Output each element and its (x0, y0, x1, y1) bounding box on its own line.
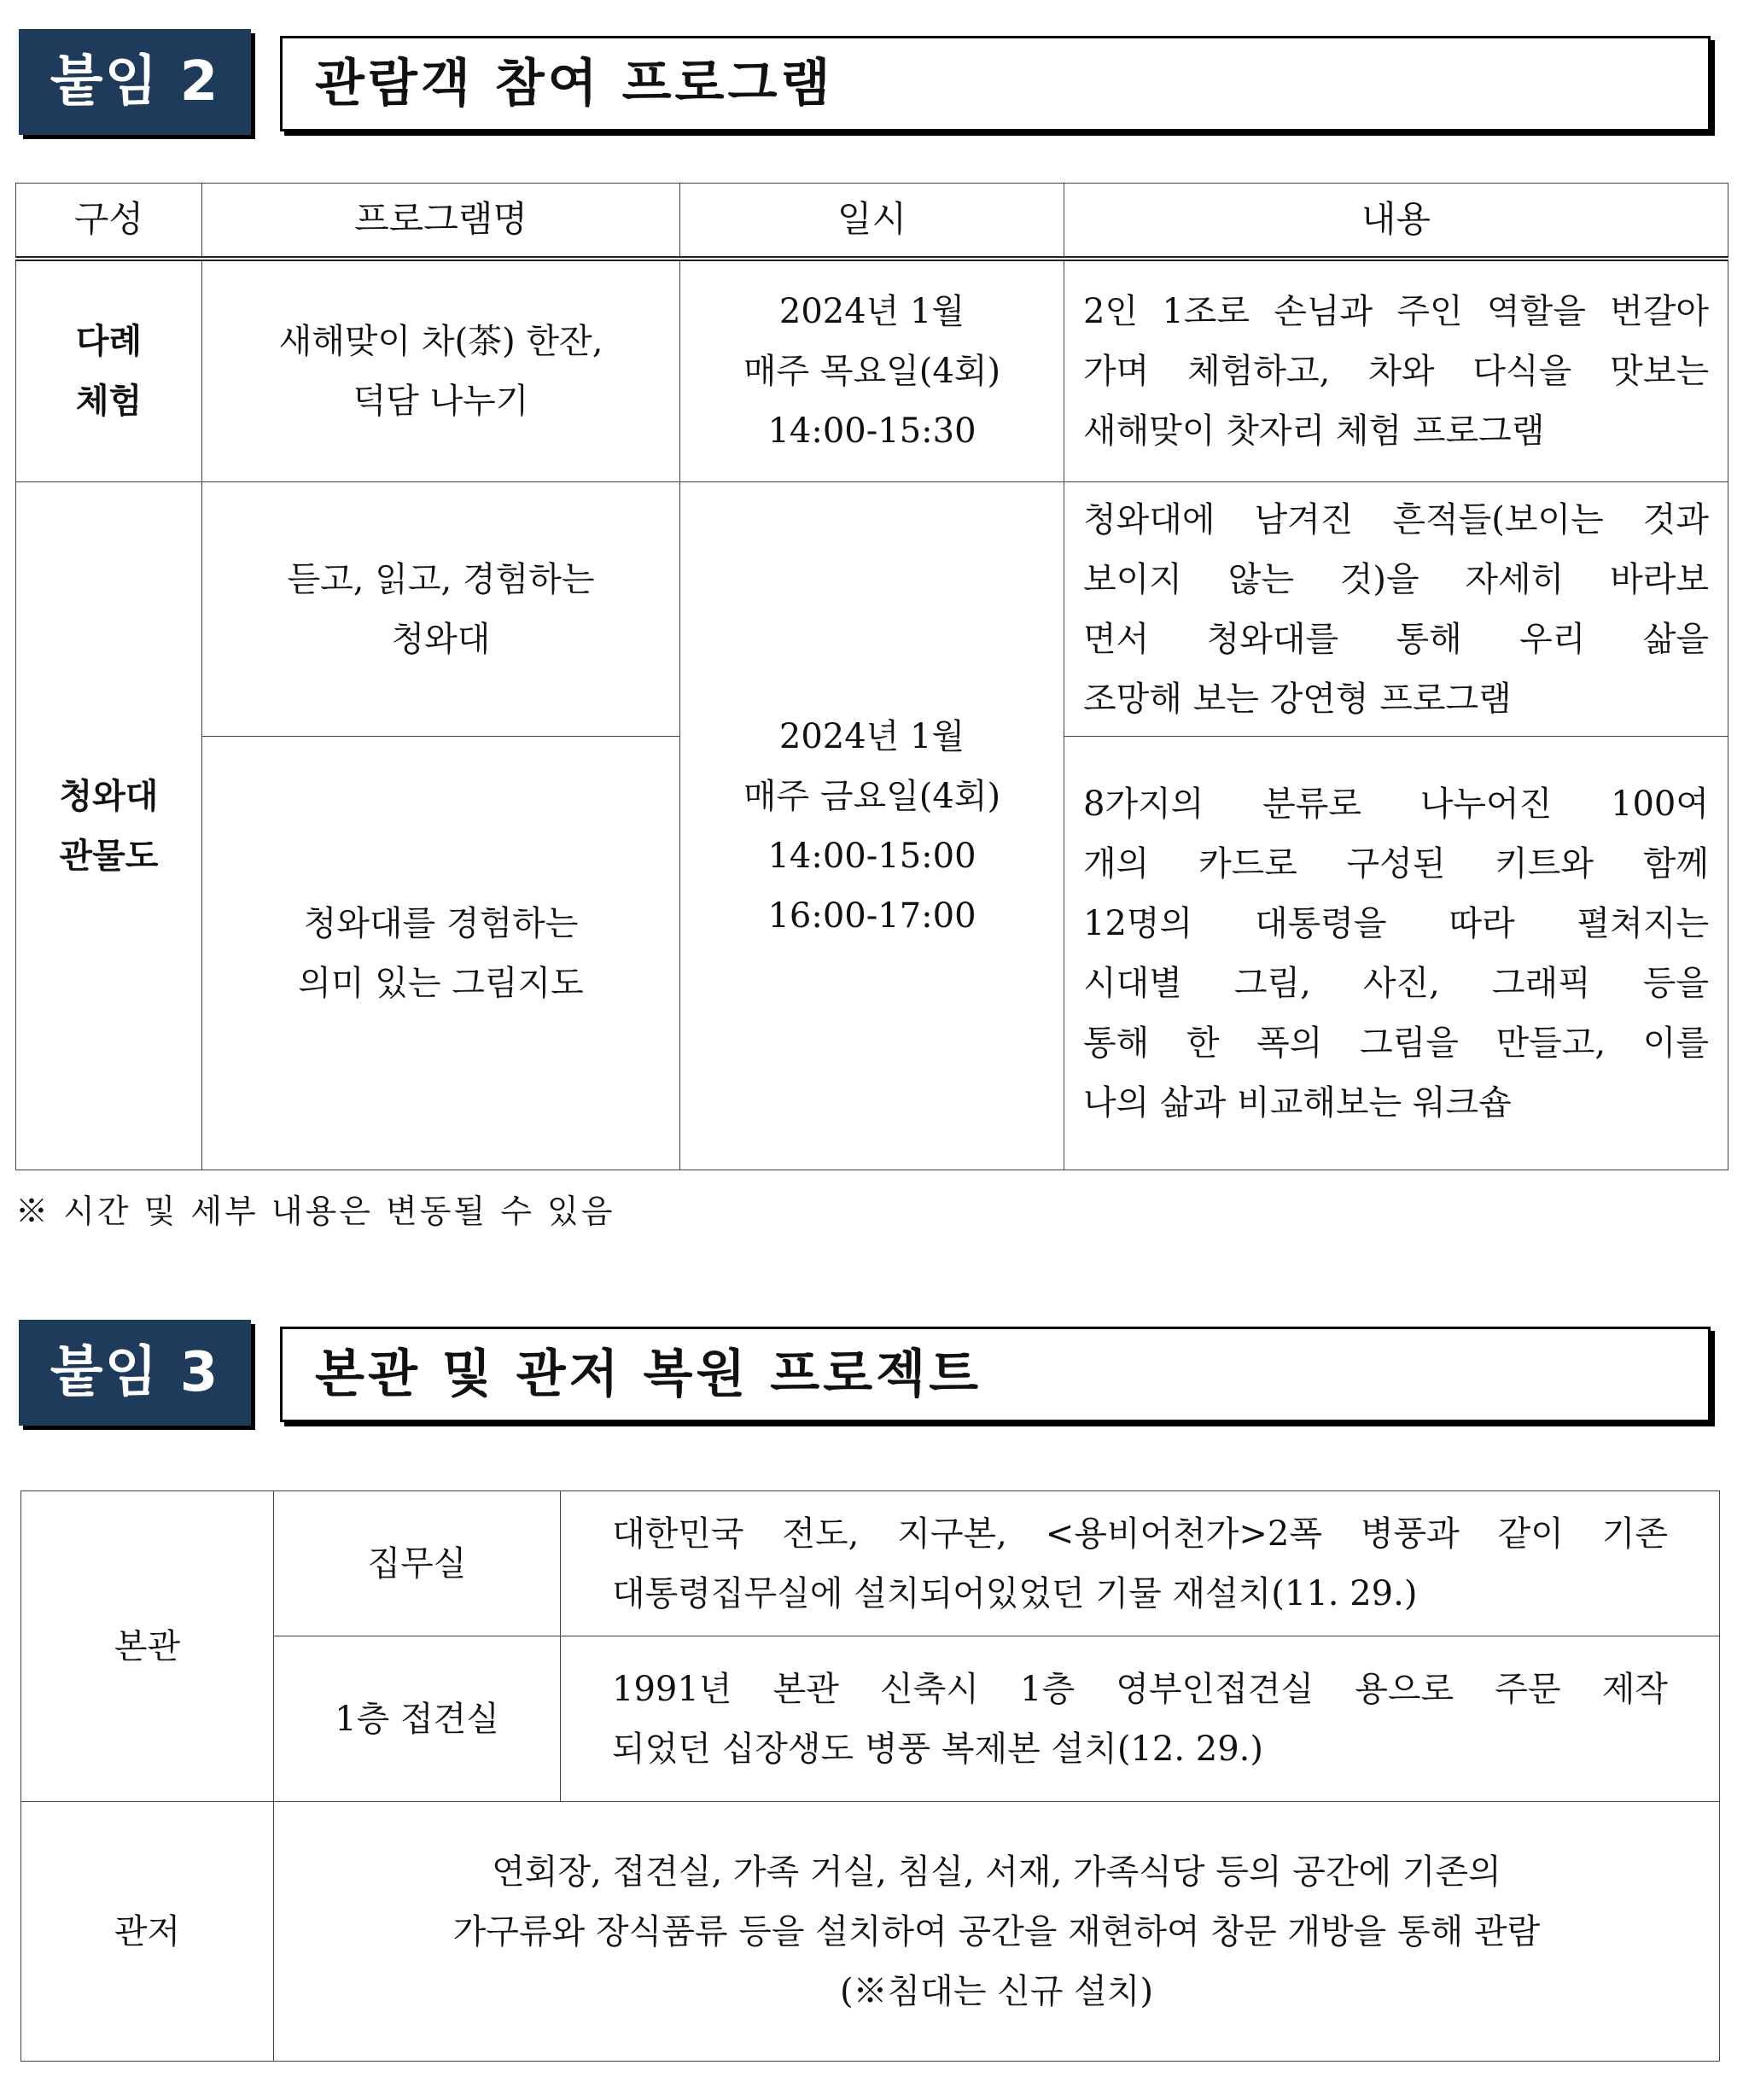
schedule-cell-map: 2024년 1월 매주 금요일(4회) 14:00-15:00 16:00-17:00 (680, 482, 1064, 1170)
header-cell-composition: 구성 (16, 184, 202, 259)
section2-title-box (280, 36, 1711, 131)
table-row (16, 482, 1728, 737)
group-cell-map: 청와대 관물도 (16, 482, 202, 1170)
footnote: ※ 시간 및 세부 내용은 변동될 수 있음 (15, 1193, 615, 1230)
bonkwan-label: 본관 (21, 1491, 274, 1802)
section2-header (19, 29, 1719, 135)
section2-tag: 붙임 2 (19, 29, 251, 135)
table-row (21, 1491, 1720, 1636)
table-row (21, 1802, 1720, 2062)
content-cell-lecture: 청와대에 남겨진 흔적들(보이는 것과 보이지 않는 것)을 자세히 바라보 면서 청와대를 통해 우리 삶을 조망해 보는 강연형 프로그램 (1064, 482, 1728, 737)
section3-tag: 붙임 3 (19, 1320, 251, 1426)
header-cell-schedule: 일시 (680, 184, 1064, 259)
table-row (16, 259, 1728, 482)
desc-residence: 연회장, 접견실, 가족 거실, 침실, 서재, 가족식당 등의 공간에 기존의 가구류와 장식품류 등을 설치하여 공간을 재현하여 창문 개방을 통해 관람 (※침대는 신규 설치) (274, 1802, 1720, 2062)
table-header-row (16, 184, 1728, 259)
program-table (15, 183, 1728, 1170)
group-cell-tea: 다례 체험 (16, 259, 202, 482)
room-office: 집무실 (274, 1491, 561, 1636)
section3-title-box (280, 1327, 1711, 1422)
table-row (21, 1636, 1720, 1802)
desc-office: 대한민국 전도, 지구본, <용비어천가>2폭 병풍과 같이 기존 대통령집무실에 설치되어있었던 기물 재설치(11. 29.) (561, 1491, 1720, 1636)
program-cell-workshop: 청와대를 경험하는 의미 있는 그림지도 (202, 737, 680, 1170)
program-cell-tea: 새해맞이 차(茶) 한잔, 덕담 나누기 (202, 259, 680, 482)
header-cell-content: 내용 (1064, 184, 1728, 259)
section2-title: 관람객 참여 프로그램 (315, 54, 834, 114)
room-reception: 1층 접견실 (274, 1636, 561, 1802)
program-cell-lecture: 듣고, 읽고, 경험하는 청와대 (202, 482, 680, 737)
desc-reception: 1991년 본관 신축시 1층 영부인접견실 용으로 주문 제작 되었던 십장생도 병풍 복제본 설치(12. 29.) (561, 1636, 1720, 1802)
header-cell-program-name: 프로그램명 (202, 184, 680, 259)
section3-title: 본관 및 관저 복원 프로젝트 (315, 1345, 982, 1404)
gwanjeo-label: 관저 (21, 1802, 274, 2062)
restoration-table (20, 1490, 1720, 2062)
content-cell-workshop: 8가지의 분류로 나누어진 100여 개의 카드로 구성된 키트와 함께 12명의 대통령을 따라 펼쳐지는 시대별 그림, 사진, 그래픽 등을 통해 한 폭의 그림을 만들고, 이를 나의 삶과 비교해보는 워크숍 (1064, 737, 1728, 1170)
content-cell-tea: 2인 1조로 손님과 주인 역할을 번갈아 가며 체험하고, 차와 다식을 맛보는 새해맞이 찻자리 체험 프로그램 (1064, 259, 1728, 482)
schedule-cell-tea: 2024년 1월 매주 목요일(4회) 14:00-15:30 (680, 259, 1064, 482)
section3-header (19, 1320, 1719, 1426)
